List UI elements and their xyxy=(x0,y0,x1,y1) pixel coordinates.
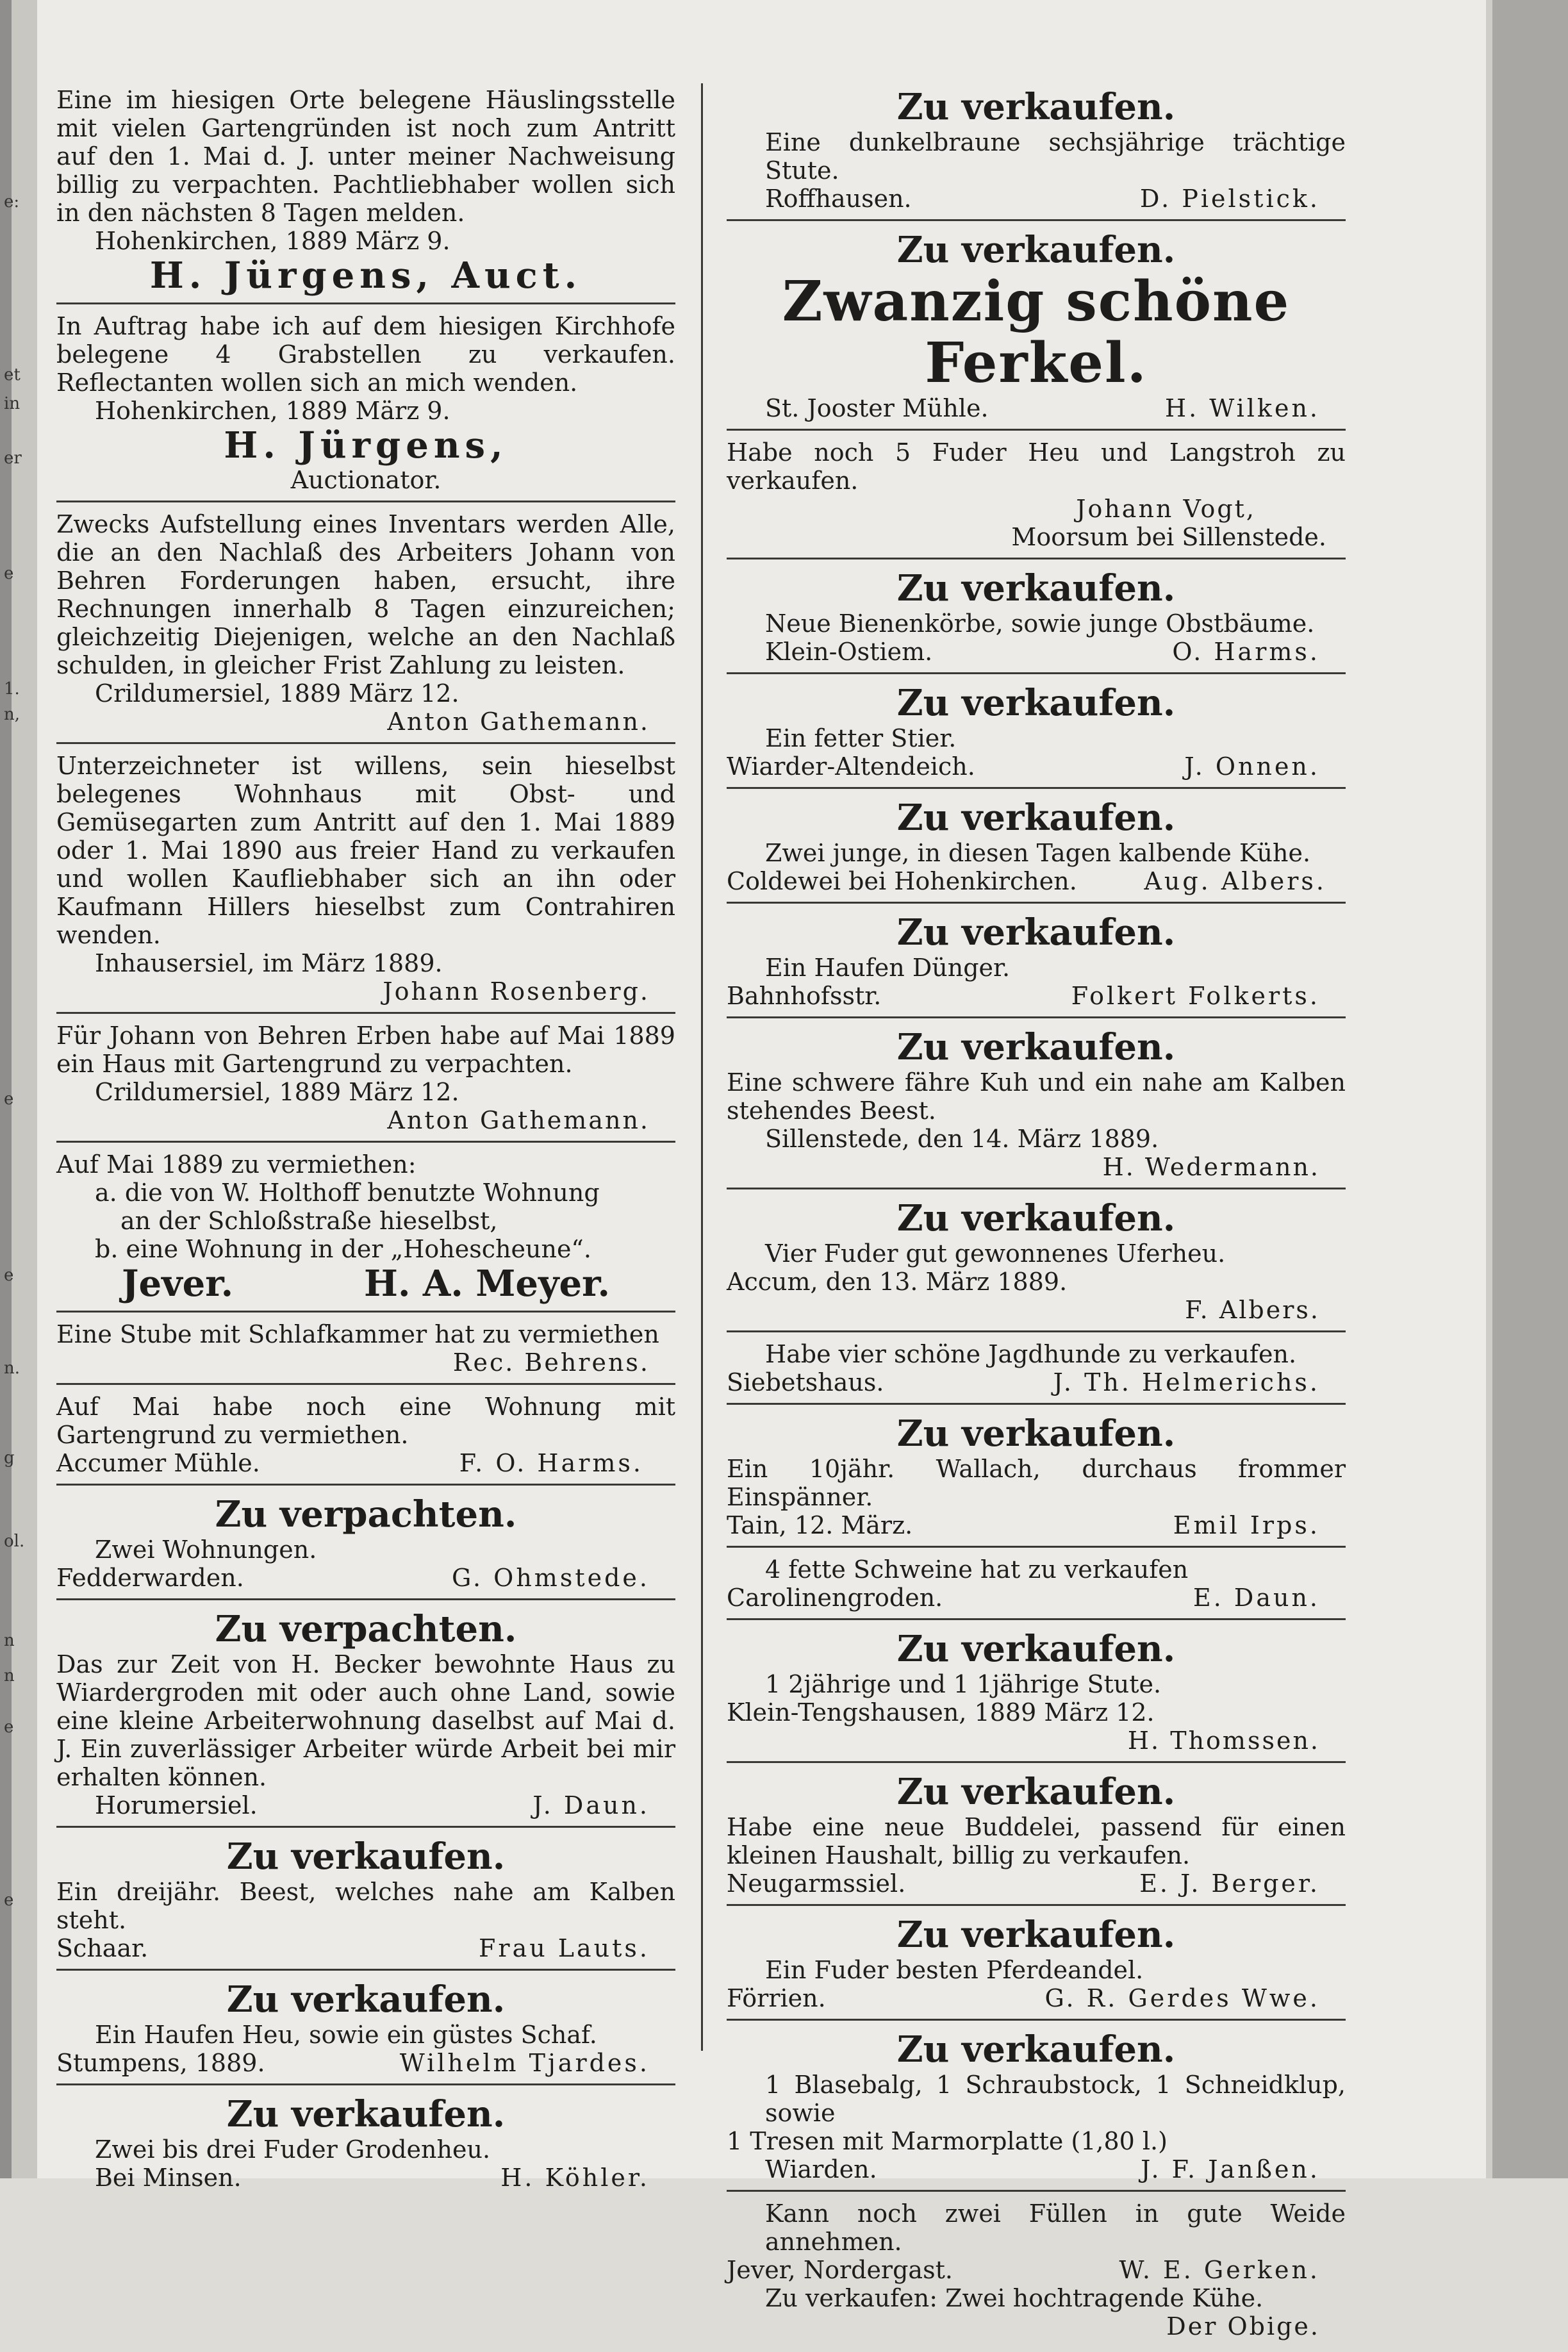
margin-mark: e xyxy=(4,1089,14,1109)
ad-body: Eine schwere fähre Kuh und ein nahe am Kalben stehendes Beest. xyxy=(727,1068,1346,1125)
classified-ad xyxy=(727,1195,1346,1332)
ad-signature: G. R. Gerdes Wwe. xyxy=(1044,1984,1320,2012)
ad-signature: Johann Rosenberg. xyxy=(383,977,650,1006)
ad-body: Eine im hiesigen Orte belegene Häuslingsstelle mit vielen Gartengründen ist noch zum Antritt auf den 1. Mai d. J. unter meiner Nachweisung billig zu verpachten. Pachtliebhaber wollen sich in den nächsten 8 Tagen melden. xyxy=(56,86,675,227)
classified-ad xyxy=(727,1911,1346,2021)
classified-ad xyxy=(56,1019,675,1143)
margin-mark: n. xyxy=(4,1359,21,1378)
ad-signature: Folkert Folkerts. xyxy=(1071,982,1320,1010)
ad-place-date: Hohenkirchen, 1889 März 9. xyxy=(95,397,450,425)
ad-signature: O. Harms. xyxy=(1172,638,1320,666)
ad-item: b. eine Wohnung in der „Hohescheune“. xyxy=(95,1235,591,1263)
ad-place-signature xyxy=(727,2155,1346,2183)
margin-mark: e xyxy=(4,564,14,583)
ad-headline: Zwanzig schöne Ferkel. xyxy=(782,269,1291,395)
ad-place-signature xyxy=(56,1564,675,1592)
ad-place: Schaar. xyxy=(56,1934,149,1962)
ad-signature: H. A. Meyer. xyxy=(364,1263,611,1305)
ad-body: Eine dunkelbraune sechsjährige trächtige Stute. xyxy=(765,128,1346,185)
ad-body: Zwecks Aufstellung eines Inventars werden Alle, die an den Nachlaß des Arbeiters Johann von Behren Forderungen haben, ersucht, ihre Rechnungen innerhalb 8 Tagen einzureichen; gleichzeitig Diejenigen, welche an den Nachlaß schulden, in gleicher Frist Zahlung zu leisten. xyxy=(56,510,675,679)
classified-ad xyxy=(56,1491,675,1600)
binding-gutter-inner xyxy=(12,0,37,2178)
classified-ad xyxy=(56,310,675,502)
ad-signature: Johann Vogt, xyxy=(1076,495,1256,523)
ad-signature: H. Thomssen. xyxy=(1127,1727,1320,1755)
ad-place: Siebetshaus. xyxy=(727,1368,884,1396)
ad-place-signature xyxy=(727,638,1346,666)
classified-ad xyxy=(727,794,1346,904)
ad-place: Wiarder-Altendeich. xyxy=(727,752,975,781)
ad-signature: F. Albers. xyxy=(1185,1296,1320,1324)
ad-addendum: Zu verkaufen: Zwei hochtragende Kühe. xyxy=(765,2284,1264,2312)
ad-signature: H. Wilken. xyxy=(1164,394,1320,422)
classified-ad xyxy=(727,565,1346,674)
ad-signature: Anton Gathemann. xyxy=(387,1106,650,1134)
ad-body: Ein fetter Stier. xyxy=(765,724,957,752)
margin-mark: et xyxy=(4,365,21,385)
ad-place-signature xyxy=(727,394,1346,422)
ad-addendum-signature: Der Obige. xyxy=(1166,2312,1320,2340)
ad-signature: W. E. Gerken. xyxy=(1119,2256,1320,2284)
ad-heading: Zu verkaufen. xyxy=(896,1026,1176,1068)
ad-body: Unterzeichneter ist willens, sein hieselbst belegenes Wohnhaus mit Obst- und Gemüsegarten zum Antritt auf den 1. Mai 1889 oder 1. Mai 1890 aus freier Hand zu verkaufen und wollen Kaufliebhaber sich an ihn oder Kaufmann Hillers hieselbst zum Contrahiren wenden. xyxy=(56,752,675,949)
ad-place-signature xyxy=(56,1791,675,1819)
ad-body: Zwei junge, in diesen Tagen kalbende Kühe. xyxy=(765,839,1311,867)
ad-heading: Zu verkaufen. xyxy=(226,1835,506,1878)
ad-place: Klein-Ostiem. xyxy=(765,638,933,666)
right-column xyxy=(727,83,1346,2352)
ad-heading: Zu verkaufen. xyxy=(896,911,1176,954)
page-edge xyxy=(1492,0,1568,2178)
classified-ad xyxy=(727,2026,1346,2192)
ad-heading: Zu verkaufen. xyxy=(896,1914,1176,1956)
ad-body: Kann noch zwei Füllen in gute Weide annehmen. xyxy=(765,2199,1346,2256)
margin-mark: ol. xyxy=(4,1532,25,1551)
ad-place-date: Inhausersiel, im März 1889. xyxy=(95,949,443,977)
margin-mark: g xyxy=(4,1448,15,1468)
ad-signature: Wilhelm Tjardes. xyxy=(399,2049,650,2077)
classified-ad xyxy=(727,1410,1346,1548)
ad-place-signature xyxy=(727,1584,1346,1612)
margin-mark: in xyxy=(4,394,21,413)
classified-ad xyxy=(56,1148,675,1313)
classified-ad xyxy=(727,679,1346,789)
ad-signature-title: Auctionator. xyxy=(290,466,442,494)
ad-signature: H. Jürgens, xyxy=(224,424,508,467)
ad-body: 4 fette Schweine hat zu verkaufen xyxy=(765,1555,1189,1584)
ad-signature: G. Ohmstede. xyxy=(452,1564,650,1592)
ad-heading: Zu verkaufen. xyxy=(896,567,1176,609)
classified-ad xyxy=(727,1768,1346,1906)
ad-place-signature xyxy=(56,1449,675,1477)
ad-signature: Frau Lauts. xyxy=(479,1934,650,1962)
ad-place-signature xyxy=(727,867,1346,895)
ad-place-signature xyxy=(727,2256,1346,2284)
classified-ad xyxy=(727,436,1346,559)
ad-body: Ein dreijähr. Beest, welches nahe am Kalben steht. xyxy=(56,1878,675,1934)
left-column xyxy=(56,83,675,2203)
ad-signature: Emil Irps. xyxy=(1173,1511,1320,1539)
ad-heading: Zu verpachten. xyxy=(215,1493,517,1536)
ad-body: Habe noch 5 Fuder Heu und Langstroh zu verkaufen. xyxy=(727,438,1346,495)
ad-place: Coldewei bei Hohenkirchen. xyxy=(727,867,1077,895)
ad-place-date: Sillenstede, den 14. März 1889. xyxy=(765,1125,1159,1153)
classified-ad xyxy=(727,1337,1346,1405)
margin-mark: n xyxy=(4,1631,15,1650)
ad-place-signature xyxy=(727,1511,1346,1539)
ad-place: Carolinengroden. xyxy=(727,1584,943,1612)
ad-place: Förrien. xyxy=(727,1984,826,2012)
ad-body: Für Johann von Behren Erben habe auf Mai 1889 ein Haus mit Gartengrund zu verpachten. xyxy=(56,1022,675,1078)
ad-body: Ein Haufen Dünger. xyxy=(765,954,1011,982)
ad-signature: E. J. Berger. xyxy=(1139,1869,1320,1898)
margin-mark: e xyxy=(4,1266,14,1285)
ad-heading: Zu verkaufen. xyxy=(226,1978,506,2021)
margin-mark: e xyxy=(4,1718,14,1737)
ad-intro: Auf Mai 1889 zu vermiethen: xyxy=(56,1150,417,1179)
classified-ad xyxy=(727,1023,1346,1189)
ad-signature: H. Wedermann. xyxy=(1102,1153,1320,1181)
ad-place: Bei Minsen. xyxy=(95,2164,242,2192)
ad-line: 1 Tresen mit Marmorplatte (1,80 l.) xyxy=(727,2127,1168,2155)
ad-signature: J. Th. Helmerichs. xyxy=(1053,1368,1320,1396)
ad-item: an der Schloßstraße hieselbst, xyxy=(120,1207,498,1235)
ad-place: Horumersiel. xyxy=(95,1791,258,1819)
ad-heading: Zu verkaufen. xyxy=(896,86,1176,128)
classified-ad xyxy=(56,1833,675,1971)
ad-place: Wiarden. xyxy=(765,2155,877,2183)
ad-place: Roffhausen. xyxy=(765,185,912,213)
ad-signature: H. Jürgens, Auct. xyxy=(149,254,582,297)
ad-signature: Anton Gathemann. xyxy=(387,708,650,736)
ad-place-signature xyxy=(56,1934,675,1962)
classified-ad xyxy=(56,749,675,1014)
margin-mark: 1. xyxy=(4,679,20,699)
ad-place-date: Accum, den 13. März 1889. xyxy=(727,1268,1068,1296)
ad-place-signature xyxy=(727,1984,1346,2012)
ad-signature: E. Daun. xyxy=(1193,1584,1320,1612)
ad-body: Zwei bis drei Fuder Grodenheu. xyxy=(95,2135,491,2164)
ad-place-signature xyxy=(727,1368,1346,1396)
ad-signature: J. F. Janßen. xyxy=(1141,2155,1320,2183)
ad-place: Tain, 12. März. xyxy=(727,1511,913,1539)
classified-ad xyxy=(727,1625,1346,1763)
ad-body: Das zur Zeit von H. Becker bewohnte Haus zu Wiardergroden mit oder auch ohne Land, sowie eine kleine Arbeiterwohnung daselbst auf Mai d. J. Ein zuverlässiger Arbeiter würde Arbeit bei mir erhalten können. xyxy=(56,1650,675,1791)
ad-place: St. Jooster Mühle. xyxy=(765,394,989,422)
ad-signature: Rec. Behrens. xyxy=(452,1348,650,1377)
ad-place-date: Klein-Tengshausen, 1889 März 12. xyxy=(727,1698,1155,1727)
classified-ad xyxy=(56,1318,675,1385)
ad-body: Auf Mai habe noch eine Wohnung mit Gartengrund zu vermiethen. xyxy=(56,1393,675,1449)
ad-place-date: Hohenkirchen, 1889 März 9. xyxy=(95,227,450,255)
ad-place-signature xyxy=(727,982,1346,1010)
margin-mark: n xyxy=(4,1666,15,1685)
margin-mark: n, xyxy=(4,705,21,724)
ad-signature: D. Pielstick. xyxy=(1140,185,1320,213)
margin-mark: e xyxy=(4,1891,14,1910)
ad-line: 1 Blasebalg, 1 Schraubstock, 1 Schneidklup, sowie xyxy=(765,2071,1346,2127)
classified-ad xyxy=(56,1390,675,1486)
ad-signature: J. Onnen. xyxy=(1184,752,1320,781)
ad-heading: Zu verkaufen. xyxy=(896,1771,1176,1813)
ad-place: Jever. xyxy=(121,1263,234,1305)
ad-heading: Zu verkaufen. xyxy=(896,2028,1176,2071)
ad-place-signature xyxy=(56,2164,675,2192)
ad-body: Habe eine neue Buddelei, passend für einen kleinen Haushalt, billig zu verkaufen. xyxy=(727,1813,1346,1869)
ad-place-signature xyxy=(727,185,1346,213)
ad-place: Bahnhofsstr. xyxy=(727,982,882,1010)
ad-place: Accumer Mühle. xyxy=(56,1449,260,1477)
ad-heading: Zu verkaufen. xyxy=(896,229,1176,271)
ad-heading: Zu verkaufen. xyxy=(896,1412,1176,1455)
ad-item: a. die von W. Holthoff benutzte Wohnung xyxy=(95,1179,600,1207)
ad-body: Eine Stube mit Schlafkammer hat zu vermiethen xyxy=(56,1320,659,1348)
margin-mark: e: xyxy=(4,192,20,211)
page-edge-inner xyxy=(1486,0,1492,2178)
ad-place-date: Crildumersiel, 1889 März 12. xyxy=(95,679,459,708)
ad-place: Neugarmssiel. xyxy=(727,1869,906,1898)
ad-signature: H. Köhler. xyxy=(500,2164,650,2192)
ad-signature: F. O. Harms. xyxy=(459,1449,643,1477)
classified-ad xyxy=(56,508,675,744)
classified-ad xyxy=(56,83,675,304)
ad-place: Stumpens, 1889. xyxy=(56,2049,265,2077)
ad-heading: Zu verpachten. xyxy=(215,1608,517,1650)
ad-signature: Aug. Albers. xyxy=(1144,867,1326,895)
ad-place-signature xyxy=(727,752,1346,781)
ad-heading: Zu verkaufen. xyxy=(896,797,1176,839)
ad-body: Vier Fuder gut gewonnenes Uferheu. xyxy=(765,1239,1226,1268)
ad-body: Ein Fuder besten Pferdeandel. xyxy=(765,1956,1144,1984)
ad-place: Fedderwarden. xyxy=(56,1564,244,1592)
classified-ad xyxy=(727,1553,1346,1620)
classified-ad xyxy=(56,2091,675,2198)
ad-place-signature xyxy=(56,2049,675,2077)
classified-ad xyxy=(56,1976,675,2085)
ad-body: Neue Bienenkörbe, sowie junge Obstbäume. xyxy=(765,609,1315,638)
column-divider xyxy=(701,83,703,2051)
ad-place-signature xyxy=(56,1263,675,1304)
ad-body: Ein Haufen Heu, sowie ein güstes Schaf. xyxy=(95,2021,597,2049)
ad-body: Ein 10jähr. Wallach, durchaus frommer Einspänner. xyxy=(727,1455,1346,1511)
classified-ad xyxy=(727,2197,1346,2347)
classified-ad xyxy=(56,1605,675,1828)
classified-ad xyxy=(727,909,1346,1018)
ad-body: Habe vier schöne Jagdhunde zu verkaufen. xyxy=(765,1340,1297,1368)
ad-heading: Zu verkaufen. xyxy=(896,1628,1176,1670)
ad-place: Jever, Nordergast. xyxy=(727,2256,953,2284)
ad-signature: J. Daun. xyxy=(532,1791,650,1819)
margin-mark: er xyxy=(4,449,22,468)
ad-place: Moorsum bei Sillenstede. xyxy=(1011,523,1326,551)
ad-body: 1 2jährige und 1 1jährige Stute. xyxy=(765,1670,1162,1698)
ad-heading: Zu verkaufen. xyxy=(896,682,1176,724)
classified-ad xyxy=(727,226,1346,431)
ad-heading: Zu verkaufen. xyxy=(896,1197,1176,1239)
classified-ad xyxy=(727,83,1346,221)
ad-body: Zwei Wohnungen. xyxy=(95,1536,317,1564)
ad-heading: Zu verkaufen. xyxy=(226,2093,506,2135)
ad-place-date: Crildumersiel, 1889 März 12. xyxy=(95,1078,459,1106)
ad-body: In Auftrag habe ich auf dem hiesigen Kirchhofe belegene 4 Grabstellen zu verkaufen. Reflectanten wollen sich an mich wenden. xyxy=(56,312,675,397)
ad-place-signature xyxy=(727,1869,1346,1898)
